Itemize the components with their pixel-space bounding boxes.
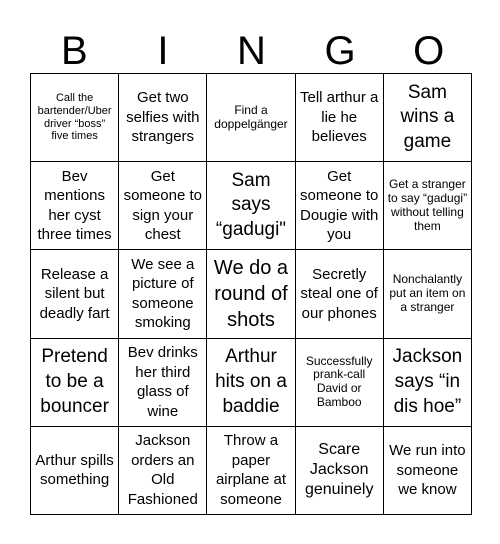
bingo-cell[interactable]: Nonchalantly put an item on a stranger [384, 250, 472, 338]
header-letter-i: I [157, 29, 169, 73]
bingo-cell[interactable]: Throw a paper airplane at someone [207, 427, 295, 515]
bingo-cell[interactable]: Bev drinks her third glass of wine [119, 339, 207, 427]
bingo-cell[interactable]: Secretly steal one of our phones [296, 250, 384, 338]
bingo-cell[interactable]: Get someone to Dougie with you [296, 162, 384, 250]
bingo-cell[interactable]: Arthur spills something [31, 427, 119, 515]
header-letter-g: G [324, 29, 356, 73]
bingo-cell[interactable]: Find a doppelgänger [207, 74, 295, 162]
bingo-cell[interactable]: We do a round of shots [207, 250, 295, 338]
header-letter-n: N [237, 29, 266, 73]
bingo-cell[interactable]: Tell arthur a lie he believes [296, 74, 384, 162]
bingo-cell[interactable]: Get someone to sign your chest [119, 162, 207, 250]
bingo-cell[interactable]: Pretend to be a bouncer [31, 339, 119, 427]
bingo-cell[interactable]: Sam says “gadugi" [207, 162, 295, 250]
bingo-grid [30, 73, 472, 515]
header-letter-b: B [60, 29, 88, 73]
bingo-cell[interactable]: Get a stranger to say “gadugi” without telling them [384, 162, 472, 250]
bingo-cell[interactable]: Successfully prank-call David or Bamboo [296, 339, 384, 427]
header-letter-o: O [413, 29, 445, 73]
bingo-cell[interactable]: Arthur hits on a baddie [207, 339, 295, 427]
bingo-cell[interactable]: Scare Jackson genuinely [296, 427, 384, 515]
bingo-header [30, 28, 473, 74]
bingo-cell[interactable]: Get two selfies with strangers [119, 74, 207, 162]
bingo-cell[interactable]: Jackson says “in dis hoe” [384, 339, 472, 427]
bingo-cell[interactable]: We see a picture of someone smoking [119, 250, 207, 338]
bingo-cell[interactable]: Jackson orders an Old Fashioned [119, 427, 207, 515]
bingo-cell[interactable]: We run into someone we know [384, 427, 472, 515]
bingo-cell[interactable]: Call the bartender/Uber driver “boss” five times [31, 74, 119, 162]
bingo-cell[interactable]: Bev mentions her cyst three times [31, 162, 119, 250]
bingo-cell[interactable]: Sam wins a game [384, 74, 472, 162]
bingo-cell[interactable]: Release a silent but deadly fart [31, 250, 119, 338]
